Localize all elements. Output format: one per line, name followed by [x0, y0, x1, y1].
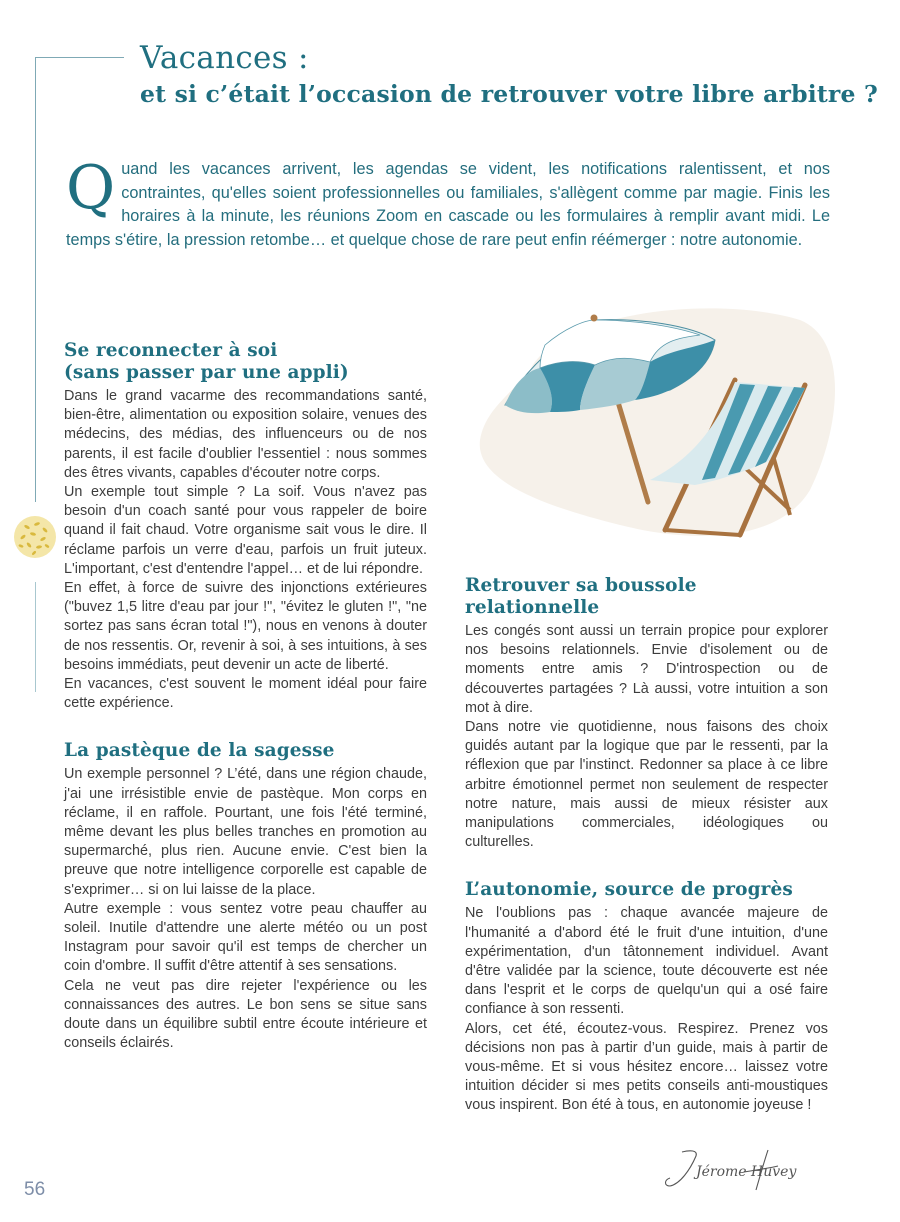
page-subtitle: et si c’était l’occasion de retrouver votre libre arbitre ?	[140, 80, 879, 108]
left-column	[64, 340, 427, 1074]
paragraph: Les congés sont aussi un terrain propice pour explorer nos besoins relationnels. Envie d'isolement ou de moments entre amis ? D'introspection ou de découvertes partagées ? Là aussi, votre intuition a son mot à dire.	[465, 623, 828, 716]
paragraph: Ne l'oublions pas : chaque avancée majeure de l'humanité a d'abord été le fruit d'une intuition, d'une expérimentation, d'un tâtonnement individuel. Avant d'être validée par la science, toute découverte est née dans l'esprit et le corps de quelqu'un qui a osé faire confiance à son ressenti.	[465, 905, 828, 1018]
section-title-line1: Se reconnecter à soi	[64, 340, 278, 361]
section-title: L’autonomie, source de progrès	[465, 879, 793, 901]
section-title: La pastèque de la sagesse	[64, 740, 335, 762]
section-title	[64, 340, 427, 384]
signature-text: Jérome Huvey	[696, 1164, 797, 1180]
section-title-line2: (sans passer par une appli)	[64, 362, 349, 383]
author-signature	[660, 1146, 835, 1194]
paragraph: En vacances, c'est souvent le moment idéal pour faire cette expérience.	[64, 676, 427, 712]
paragraph: Un exemple tout simple ? La soif. Vous n'avez pas besoin d'un coach santé pour vous rappeler de boire quand il fait chaud. Votre organisme sait vous le dire. Il réclame parfois un verre d'eau, parfois un fruit juteux. L'important, c'est d'entendre l'appel… et de lui répondre.	[64, 484, 427, 577]
paragraph: Autre exemple : vous sentez votre peau chauffer au soleil. Inutile d'attendre une alerte météo ou un post Instagram pour savoir qu'il est temps de chercher un coin d'ombre. Il suffit d'être attentif à ses sensations.	[64, 900, 427, 975]
paragraph: Dans notre vie quotidienne, nous faisons des choix guidés autant par la logique que par le ressenti, par la réflexion que par l'instinct. Redonner sa place à ce libre arbitre émotionnel permet non seulement de respecter notre nature, mais aussi de mieux résister aux manipulations commerciales, idéologiques ou culturelles.	[465, 719, 828, 851]
section-boussole	[465, 575, 828, 852]
paragraph: Alors, cet été, écoutez-vous. Respirez. Prenez vos décisions non pas à partir d’un guide, mais à partir de vous-même. Et si vous hésitez encore… laissez votre intuition décider si mes petits conseils anti-moustiques vous inspirent. Bon été à tous, en autonomie joyeuse !	[465, 1020, 828, 1114]
page-title: Vacances :	[140, 40, 309, 76]
intro-text: uand les vacances arrivent, les agendas se vident, les notifications ralentissent, et nos contraintes, qu'elles soient professionnelles ou familiales, s'allègent comme par magie. Finis les horaires à la minute, les réunions Zoom en cascade ou les formulaires à remplir avant midi. Le temps s'étire, la pression retombe… et quelque chose de rare peut enfin réémerger : notre autonomie.	[66, 160, 830, 249]
golden-ornament-icon	[13, 515, 57, 559]
page-number: 56	[24, 1179, 46, 1200]
section-autonomie	[465, 879, 828, 1115]
frame-rule-vertical	[35, 57, 36, 502]
section-title: Retrouver sa boussole relationnelle	[465, 575, 697, 618]
section-se-reconnecter	[64, 340, 427, 713]
paragraph: En effet, à force de suivre des injonctions extérieures ("buvez 1,5 litre d'eau par jour !", "évitez le gluten !", "ne sortez pas sans écran total !"), nous en venons à douter de nos ressentis. Or, revenir à soi, à ses intuitions, à ses besoins immédiats, peut devenir un acte de liberté.	[64, 580, 427, 673]
frame-rule-horizontal	[35, 57, 124, 58]
frame-rule-vertical-lower	[35, 582, 36, 692]
paragraph: Un exemple personnel ? L’été, dans une région chaude, j'ai une irrésistible envie de pastèque. Mon corps en réclame, il en raffole. Pourtant, une fois l'été terminé, même devant les plus belles tranches en promotion au supermarché, plus rien. Aucune envie. C'est bien la preuve que notre intelligence corporelle est capable de s'exprimer… si on lui laisse de la place.	[64, 766, 427, 898]
paragraph: Dans le grand vacarme des recommandations santé, bien-être, alimentation ou exposition solaire, venues des médecins, des médias, des influenceurs ou de nos parents, il est facile d'oublier l'essentiel : nous sommes des êtres vivants, capables d'écouter notre corps.	[64, 388, 427, 481]
beach-umbrella-deckchair-illustration	[470, 290, 850, 560]
drop-cap: Q	[66, 153, 116, 223]
intro-paragraph	[66, 153, 830, 252]
right-column	[465, 575, 828, 1136]
paragraph: Cela ne veut pas dire rejeter l'expérience ou les connaissances des autres. Le bon sens se situe sans doute dans un équilibre subtil entre écoute intérieure et conseils éclairés.	[64, 977, 427, 1052]
section-pasteque	[64, 740, 427, 1053]
